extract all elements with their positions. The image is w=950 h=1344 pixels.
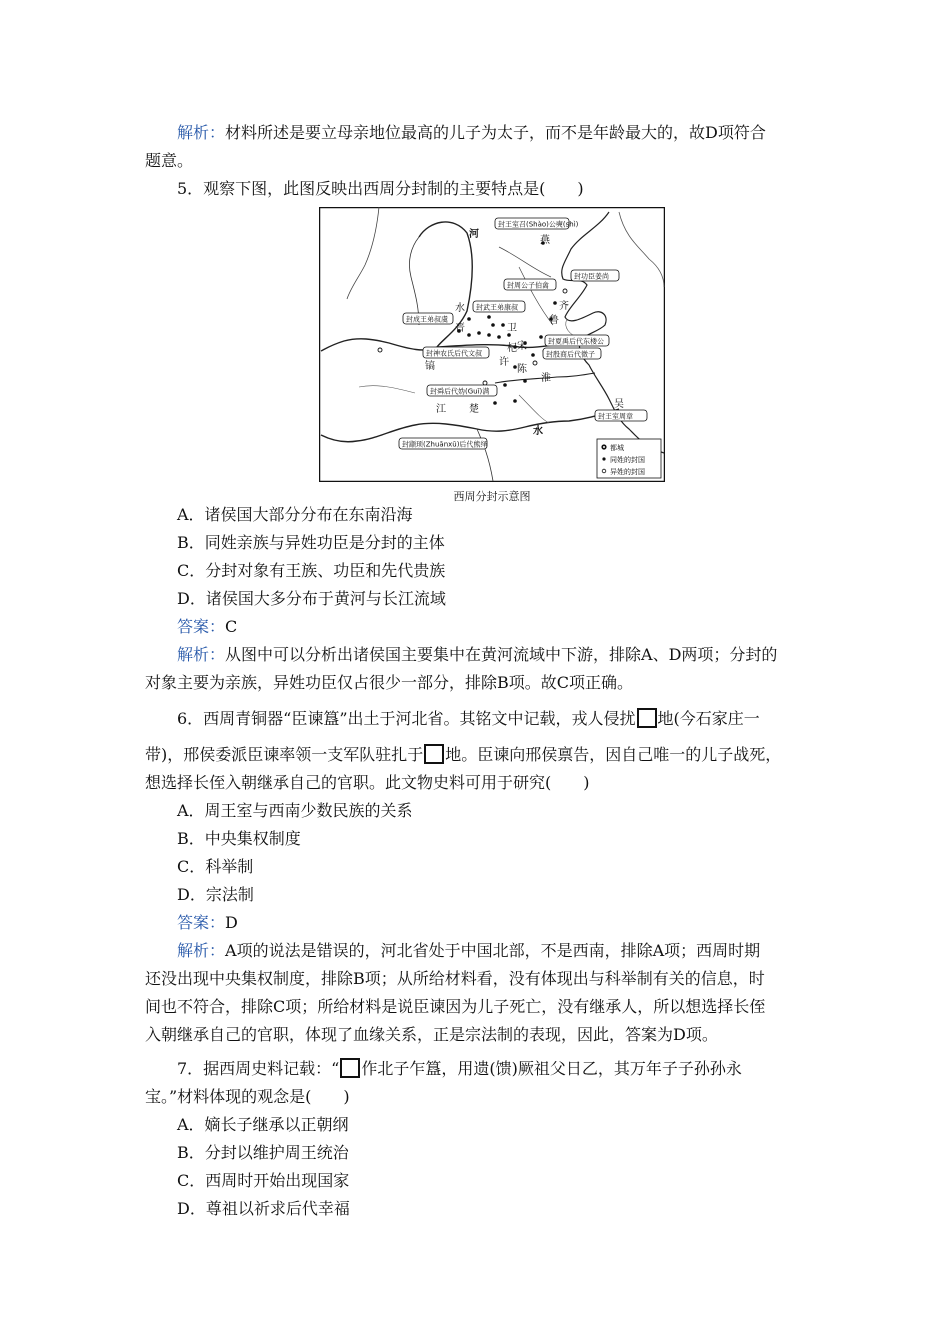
q5-option-c: C．分封对象有王族、功臣和先代贵族 [177, 561, 446, 580]
q5-option-b: B．同姓亲族与异姓功臣是分封的主体 [177, 533, 445, 552]
q6-analysis [177, 940, 760, 962]
label-qi: 齐 [559, 301, 569, 312]
q6-option-d: D．宗法制 [177, 885, 254, 904]
q5-stem: 5．观察下图，此图反映出西周分封制的主要特点是( ) [177, 179, 584, 198]
analysis-text: A项的说法是错误的，河北省处于中国北部，不是西南，排除A项；西周时期 [225, 941, 761, 960]
label-huai: 淮 [541, 373, 551, 384]
q6-option-a: A．周王室与西南少数民族的关系 [177, 801, 413, 820]
q5-option-a: A．诸侯国大部分分布在东南沿海 [177, 505, 413, 524]
label-wu: 吴 [614, 399, 624, 410]
label-shao: 封王室召(Shào)公奭(shì) [498, 220, 579, 229]
label-shennong: 封神农氏后代文叔 [426, 349, 482, 358]
q5-answer [177, 616, 237, 638]
zhou-fief-map [319, 207, 665, 482]
label-shui: 水 [455, 303, 465, 314]
missing-character-box [637, 708, 657, 728]
q6-stem-line2 [145, 744, 781, 766]
answer-label: 答案： [177, 913, 226, 932]
analysis-text: 从图中可以分析出诸侯国主要集中在黄河流域中下游，排除A、D两项；分封的 [225, 645, 778, 664]
q6-stem-line1 [177, 708, 760, 730]
label-wei: 卫 [507, 323, 517, 334]
q5-analysis [177, 644, 777, 666]
q6-text: 地(今石家庄一 [657, 709, 760, 728]
legend-same-surname: 同姓的封国 [610, 456, 645, 464]
q6-option-b: B．中央集权制度 [177, 829, 301, 848]
legend-capital: 都城 [610, 444, 624, 452]
label-song: 宋 [517, 341, 527, 352]
label-gongchen: 封功臣姜尚 [574, 272, 609, 281]
label-chen: 陈 [517, 364, 527, 375]
label-qi2: 杞 [507, 343, 517, 354]
label-jiang: 江 [436, 404, 446, 415]
label-wuwang: 封武王弟康叔 [476, 303, 518, 312]
q6-stem-line3: 想选择长侄入朝继承自己的官职。此文物史料可用于研究( ) [145, 773, 590, 792]
q4-analysis [177, 122, 766, 144]
label-chu: 楚 [469, 404, 479, 415]
q7-text: 7．据西周史料记载：“ [177, 1059, 340, 1078]
label-chengwang: 封成王弟叔虞 [406, 315, 448, 324]
answer-label: 答案： [177, 617, 226, 636]
q6-option-c: C．科举制 [177, 857, 254, 876]
label-zhuanxu: 封颛顼(Zhuānxū)后代熊绎 [402, 440, 488, 449]
answer-value: D [225, 913, 238, 932]
answer-value: C [225, 617, 238, 636]
label-xu: 许 [499, 357, 509, 368]
q4-analysis-line2: 题意。 [145, 151, 194, 170]
q7-option-b: B．分封以维护周王统治 [177, 1143, 349, 1162]
label-hao: 镐 [425, 361, 435, 372]
q6-text: 6．西周青铜器“臣谏簋”出土于河北省。其铭文中记载，戎人侵扰 [177, 709, 636, 728]
q7-stem-line2: 宝。”材料体现的观念是( ) [145, 1087, 350, 1106]
analysis-label: 解析： [177, 123, 226, 142]
missing-character-box [424, 744, 444, 764]
map-caption: 西周分封示意图 [453, 490, 531, 503]
q5-option-d: D．诸侯国大多分布于黄河与长江流域 [177, 589, 446, 608]
q6-analysis-line3: 间也不符合，排除C项；所给材料是说臣谏因为儿子死亡，没有继承人，所以想选择长侄 [145, 997, 766, 1016]
missing-character-box [340, 1058, 360, 1078]
map-legend [597, 439, 661, 478]
label-xiayu: 封夏禹后代东楼公 [548, 337, 604, 346]
q6-answer [177, 912, 238, 934]
q7-option-a: A．嫡长子继承以正朝纲 [177, 1115, 349, 1134]
q6-analysis-line2: 还没出现中央集权制度，排除B项；从所给材料看，没有体现出与科举制有关的信息，时 [145, 969, 765, 988]
label-yan: 燕 [540, 235, 550, 246]
label-jin: 晋 [455, 323, 465, 334]
label-shui2: 水 [533, 426, 543, 437]
label-yinshang: 封殷商后代微子 [546, 350, 595, 359]
q7-option-c: C．西周时开始出现国家 [177, 1171, 350, 1190]
q6-analysis-line4: 入朝继承自己的官职，体现了血缘关系，正是宗法制的表现，因此，答案为D项。 [145, 1025, 718, 1044]
q7-text: 作北子乍簋，用遗(馈)厥祖父日乙，其万年子子孙孙永 [361, 1059, 742, 1078]
label-lu: 鲁 [549, 315, 559, 326]
q5-analysis-line2: 对象主要为亲族，异姓功臣仅占很少一部分，排除B项。故C项正确。 [145, 673, 634, 692]
q6-text: 带)，邢侯委派臣谏率领一支军队驻扎于 [145, 745, 424, 764]
q6-text: 地。臣谏向邢侯禀告，因自己唯一的儿子战死， [445, 745, 782, 764]
q7-option-d: D．尊祖以祈求后代幸福 [177, 1199, 350, 1218]
analysis-label: 解析： [177, 645, 226, 664]
analysis-text: 材料所述是要立母亲地位最高的儿子为太子，而不是年龄最大的，故D项符合 [225, 123, 766, 142]
label-wang-zhouzhang: 封王室周章 [598, 412, 633, 421]
legend-diff-surname: 异姓的封国 [610, 468, 645, 476]
label-shun: 封舜后代妫(Guī)满 [430, 387, 490, 396]
label-zhougong: 封周公子伯禽 [507, 281, 549, 290]
label-he: 河 [469, 229, 479, 240]
analysis-label: 解析： [177, 941, 226, 960]
q7-stem-line1 [177, 1058, 742, 1080]
